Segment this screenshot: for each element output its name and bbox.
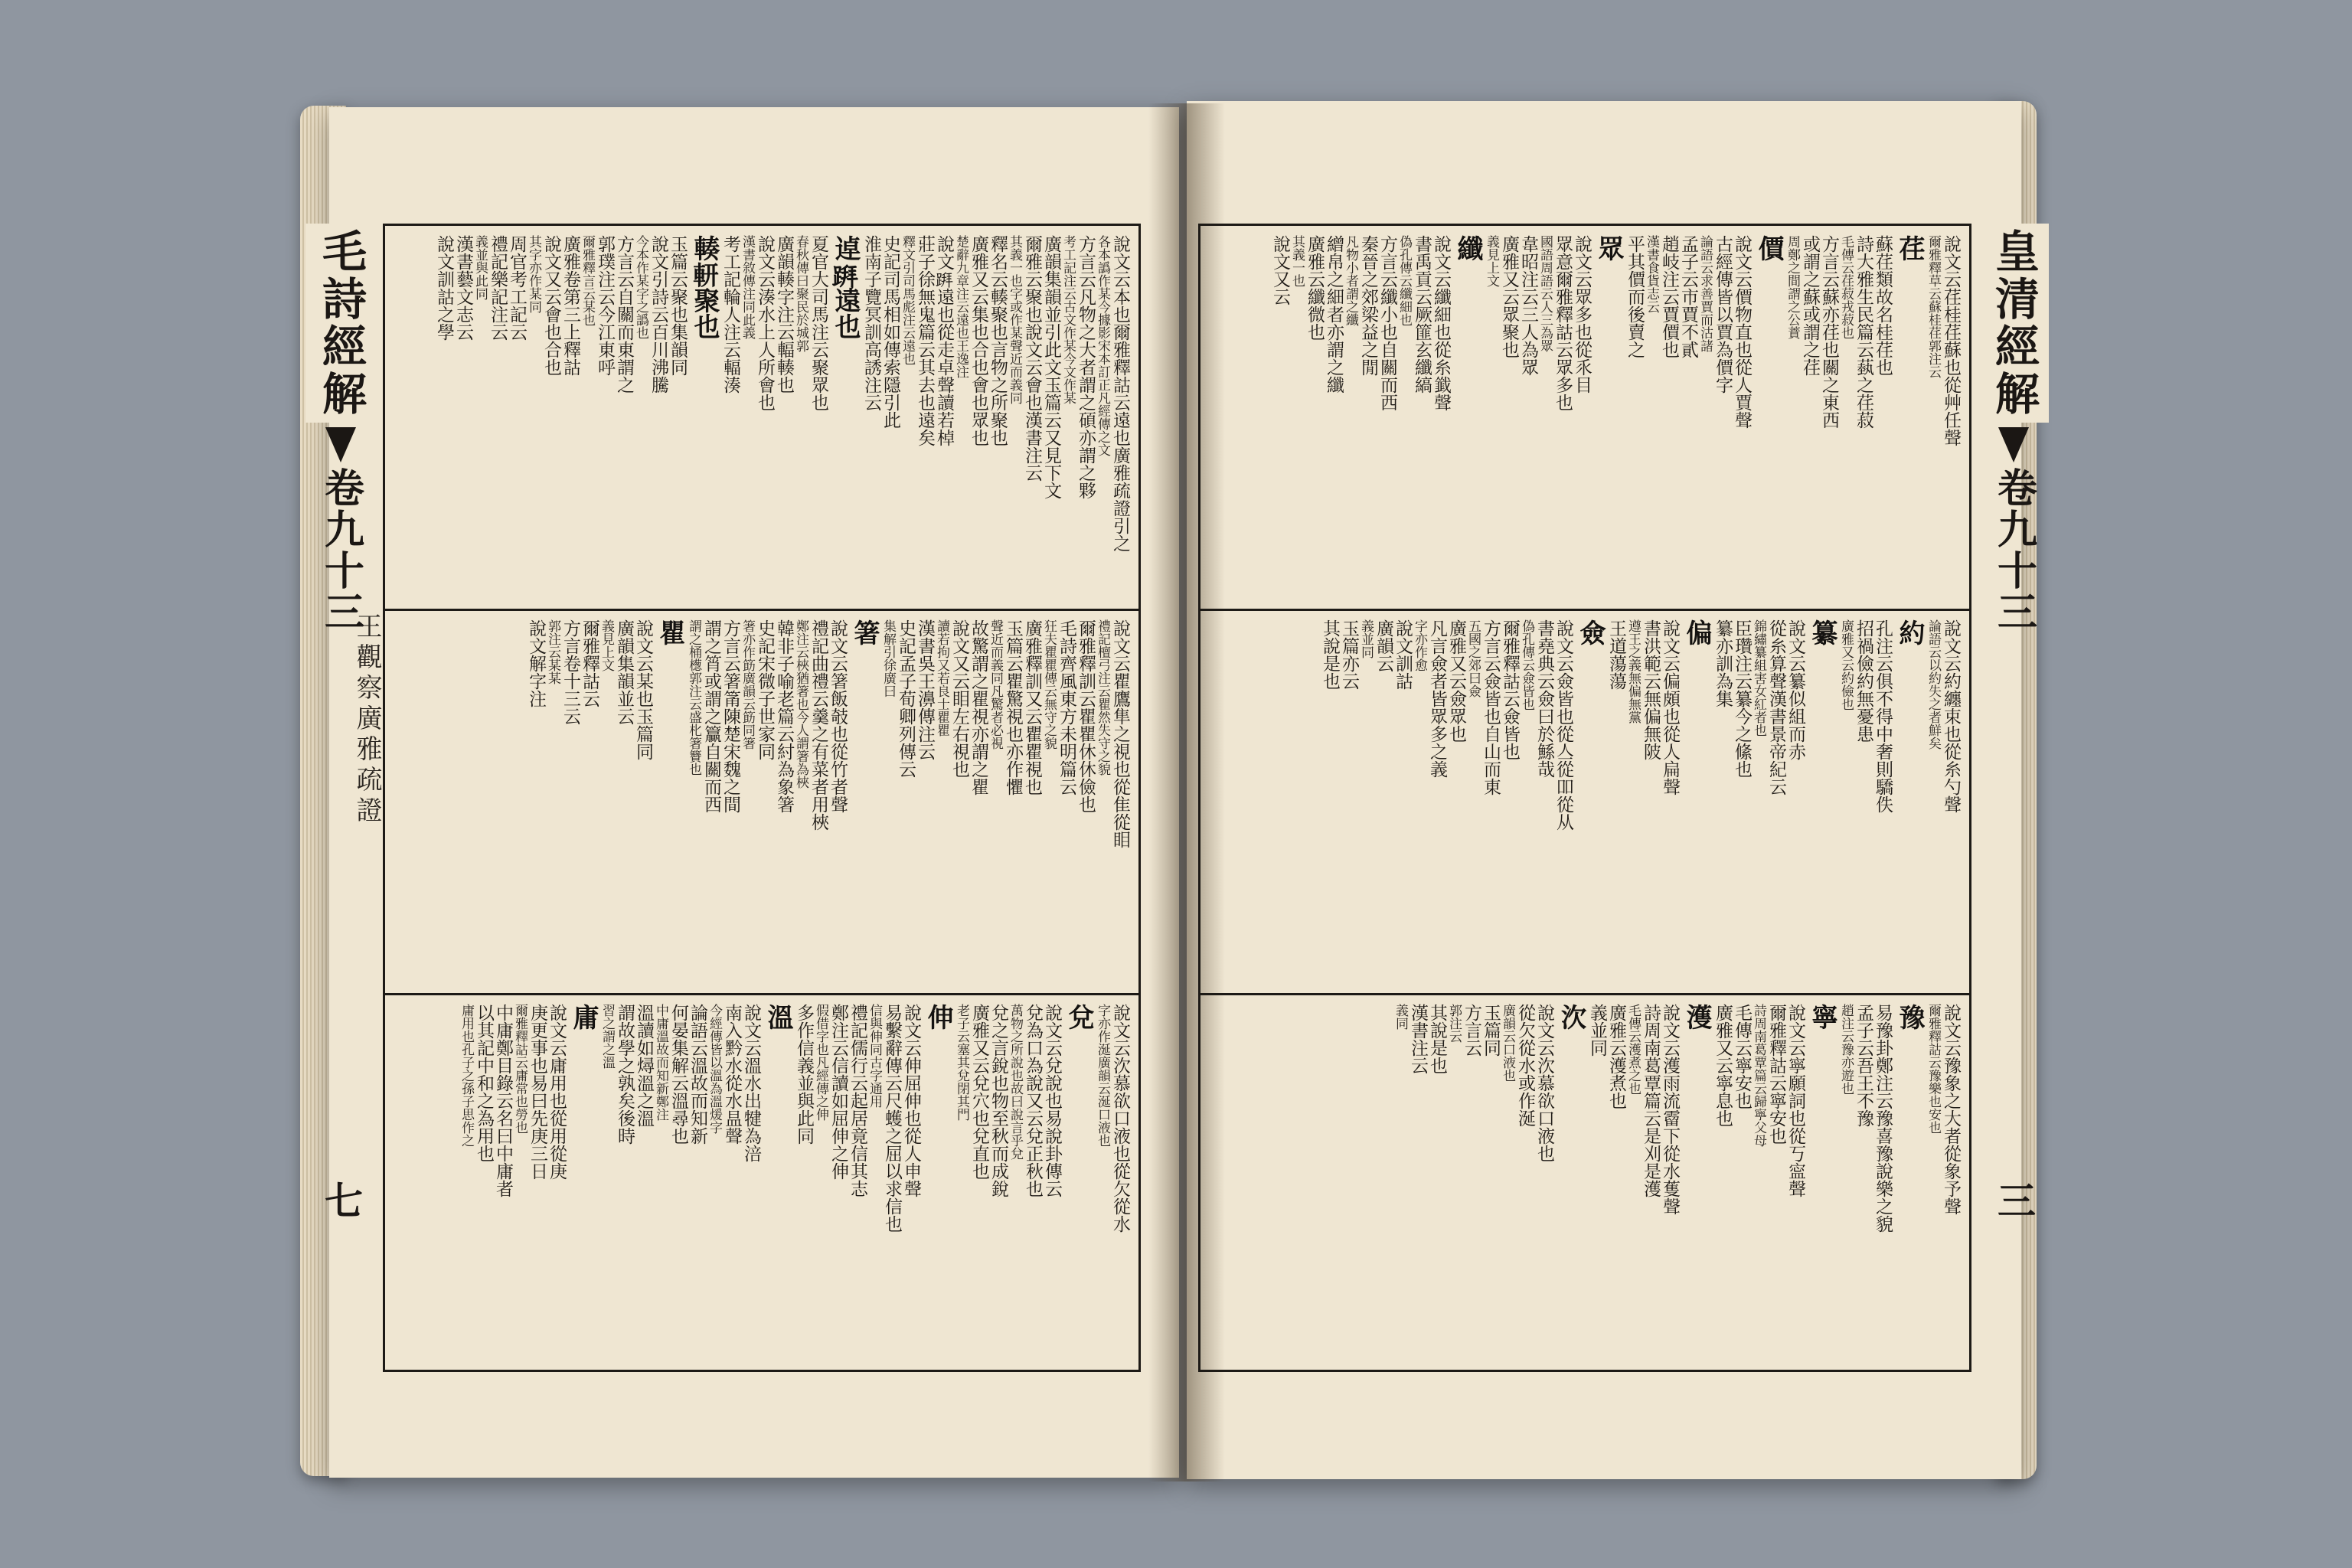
section-heading: 纂: [1807, 619, 1838, 645]
right-folio-number: 三: [1991, 1181, 2037, 1219]
text-column: 史記宋微子世家同: [755, 619, 775, 760]
text-column: 漢書注云: [1408, 1004, 1428, 1074]
tier-divider: [385, 993, 1138, 995]
text-column: 今經傳皆以溫為溫煖字: [707, 1004, 722, 1134]
text-column: 夏官大司馬注云聚眾也: [808, 235, 828, 411]
section-heading: 僉: [1575, 619, 1606, 645]
text-column: 廣雅又云約儉也: [1838, 619, 1854, 710]
text-column: 玉篇云瞿驚視也亦作懼: [1003, 619, 1023, 795]
text-column: 方言云僉皆也自山而東: [1481, 619, 1501, 795]
left-tier-3: [394, 1004, 1129, 1364]
text-column: 書堯典云僉曰於鯀哉: [1534, 619, 1554, 778]
text-column: 讀若拘又若良士瞿瞿: [934, 619, 949, 737]
left-tier-2: [394, 619, 1129, 985]
text-column: 說文云本也爾雅釋詁云遠也廣雅疏證引之: [1110, 235, 1130, 552]
right-banxin-volume: 卷九十三: [1990, 467, 2037, 632]
text-column: 爾雅釋言云某也: [580, 235, 595, 326]
text-column: 釋文引司馬彪注云遠也: [900, 235, 915, 365]
text-column: 說文訓詁: [1393, 619, 1413, 690]
text-column: 今本作某字之譌也: [633, 235, 648, 339]
text-column: 廣雅又云寧息也: [1713, 1004, 1733, 1127]
left-banxin-volume: 卷九十三: [317, 467, 364, 632]
right-tier-1: [1210, 235, 1960, 601]
section-heading: 眾: [1593, 235, 1624, 261]
section-heading: 逴𨃅遠也: [830, 235, 861, 339]
text-column: 孟子云市賈不貳: [1678, 235, 1698, 358]
text-column: 玉篇亦云: [1339, 619, 1359, 690]
text-column: 禮記樂記注云: [488, 235, 508, 341]
text-column: 易豫卦鄭注云豫喜豫說樂之貌: [1873, 1004, 1893, 1233]
section-heading: 伸: [923, 1004, 953, 1030]
text-column: 說文云約纏束也從糸勺聲: [1941, 619, 1961, 813]
tier-divider: [1200, 993, 1969, 995]
text-column: 故驚謂之瞿視亦謂之瞿: [969, 619, 988, 795]
text-column: 或謂之蘇或謂之荏: [1800, 235, 1820, 376]
text-column: 凡言僉者皆眾多之義: [1427, 619, 1447, 778]
text-column: 平其價而後賣之: [1625, 235, 1645, 358]
text-column: 老子云塞其兌閉其門: [954, 1004, 969, 1121]
section-heading: 瞿: [655, 619, 685, 645]
text-column: 說文云濩雨流霤下從水蒦聲: [1660, 1004, 1680, 1215]
text-column: 爾雅釋訓云瞿瞿休休儉也: [1076, 619, 1096, 813]
text-column: 謂之筲或謂之籯自關而西: [701, 619, 721, 813]
right-tier-3: [1210, 1004, 1960, 1364]
text-column: 義見上文: [599, 619, 614, 671]
text-column: 廣韻云: [1374, 619, 1393, 672]
text-column: 廣韻集韻並云: [614, 619, 634, 725]
text-column: 禮記檀弓注云瞿然失守之貌: [1095, 619, 1110, 776]
right-banxin-title: 皇清經解: [1978, 224, 2049, 423]
text-column: 廣雅又云集也合也會也眾也: [969, 235, 988, 446]
text-column: 其義一也字或作某聲近而義同: [1007, 235, 1022, 404]
text-column: 考工記注云古文作某今文作某: [1060, 235, 1076, 404]
text-column: 遵王之義無偏無黨: [1625, 619, 1641, 724]
text-column: 秦晉之郊梁益之閒: [1358, 235, 1378, 376]
text-column: 漢書藝文志云: [453, 235, 473, 341]
text-column: 蘇荏類故名桂荏也: [1873, 235, 1893, 376]
text-column: 萬物之所說也故曰說言乎兌: [1008, 1004, 1023, 1160]
text-column: 漢書吳王濞傳注云: [915, 619, 935, 760]
text-column: 廣雅卷第三上釋詁: [560, 235, 580, 376]
section-heading: 約: [1894, 619, 1925, 645]
text-column: 何晏集解云溫尋也: [668, 1004, 688, 1145]
section-heading: 㳄: [1556, 1004, 1586, 1030]
text-column: 謂之桶檧郭注云盛朼箸籫也: [686, 619, 701, 776]
text-column: 狂夫瞿瞿傳云無守之貌: [1041, 619, 1057, 750]
text-column: 方言云: [1462, 1004, 1481, 1057]
text-column: 詩周南葛覃篇云是刈是濩: [1641, 1004, 1661, 1197]
text-column: 說文又云䀠左右視也: [949, 619, 969, 778]
text-column: 假借字也凡經傳之伸: [813, 1004, 828, 1121]
text-column: 其說是也: [1320, 619, 1340, 690]
text-column: 從糸算聲漢書景帝紀云: [1766, 619, 1786, 795]
text-column: 論語云求善賈而沽諸: [1697, 235, 1713, 352]
text-column: 韓非子喻老篇云紂為象箸: [774, 619, 794, 813]
text-column: 義並與此同: [472, 235, 488, 300]
text-column: 廣雅云濩煮也: [1606, 1004, 1626, 1109]
text-column: 方言云箸筩陳楚宋魏之間: [720, 619, 740, 813]
text-column: 爾雅釋詁云庸常也勞也: [512, 1004, 528, 1134]
text-column: 錦繡纂組害女紅者也: [1751, 619, 1766, 737]
text-column: 廣雅又云眾聚也: [1499, 235, 1519, 358]
right-banxin: [1971, 224, 2056, 1372]
text-column: 義並同: [1358, 619, 1374, 658]
text-column: 說文云箸飯攲也從竹者聲: [828, 619, 848, 813]
text-column: 詩周南葛覃篇云歸寧父母: [1751, 1004, 1766, 1147]
text-column: 眾意爾雅釋詁云眾多也: [1553, 235, 1573, 411]
section-heading: 價: [1753, 235, 1784, 261]
text-column: 論語云溫故而知新: [688, 1004, 707, 1145]
text-column: 字亦作愈: [1412, 619, 1427, 671]
text-column: 漢書敘傳注同此義: [740, 235, 755, 339]
right-text-frame: [1198, 224, 1971, 1372]
text-column: 其義一也: [1289, 235, 1305, 287]
text-column: 說文解字注: [526, 619, 546, 707]
text-column: 說文云瞿鷹隼之視也從隹從䀠: [1110, 619, 1130, 848]
text-column: 廣韻云口液也: [1500, 1004, 1515, 1082]
text-column: 毛傳云濩煮之也: [1625, 1004, 1641, 1095]
right-tier-2: [1210, 619, 1960, 985]
text-column: 郭注云: [1446, 1004, 1462, 1043]
text-column: 義見上文: [1484, 235, 1499, 287]
text-column: 謂故學之孰矣後時: [615, 1004, 635, 1145]
text-column: 說文云湊水上人所會也: [755, 235, 775, 411]
text-column: 郭注云某某: [545, 619, 560, 684]
text-column: 方言卷十三云: [560, 619, 580, 725]
text-column: 招禍儉約無憂患: [1854, 619, 1873, 743]
section-heading: 偏: [1681, 619, 1712, 645]
text-column: 淮南子覽冥訓高誘注云: [861, 235, 881, 411]
left-banxin-title: 毛詩經解: [305, 224, 376, 423]
text-column: 周官考工記云: [507, 235, 527, 341]
text-column: 其字亦作某同: [526, 235, 541, 313]
text-column: 毛詩齊風東方未明篇云: [1057, 619, 1076, 795]
text-column: 中庸鄭目錄云名曰中庸者: [493, 1004, 513, 1197]
text-column: 說文云纖細也從糸韱聲: [1431, 235, 1451, 411]
text-column: 說文云溫水出犍為涪: [741, 1004, 761, 1162]
section-heading: 箸: [849, 619, 880, 645]
text-column: 纂亦訓為集: [1713, 619, 1733, 707]
text-column: 毛傳云寧安也: [1732, 1004, 1752, 1109]
text-column: 說文云價物直也從人賈聲: [1732, 235, 1752, 429]
text-column: 義並同: [1587, 1004, 1607, 1057]
text-column: 庸用也孔子之孫子思作之: [459, 1004, 474, 1147]
text-column: 爾雅云聚也說文云會也漢書注云: [1022, 235, 1042, 482]
text-column: 南入黔水從水昷聲: [722, 1004, 742, 1145]
text-column: 方言云凡物之大者謂之碩亦謂之夥: [1076, 235, 1096, 499]
section-heading: 荏: [1894, 235, 1925, 261]
left-folio-number: 七: [318, 1181, 364, 1219]
text-column: 其說是也: [1427, 1004, 1447, 1074]
text-column: 韋昭注云三人為眾: [1518, 235, 1538, 376]
text-column: 繒帛之細者亦謂之纖: [1324, 235, 1344, 394]
text-column: 爾雅釋詁云寧安也: [1766, 1004, 1786, 1145]
text-column: 說文云伸屈伸也從人申聲: [901, 1004, 921, 1197]
fish-tail-marker-icon: [325, 427, 356, 462]
fish-tail-marker-icon: [1998, 427, 2029, 462]
text-column: 鄭注云梜猶箸也今人謂箸為梜: [793, 619, 808, 789]
text-column: 說文云偏頗也從人扁聲: [1660, 619, 1680, 795]
text-column: 莊子徐無鬼篇云其去也遠矣: [915, 235, 935, 446]
text-column: 庚更事也易曰先庚三日: [528, 1004, 547, 1180]
text-column: 漢書食貨志云: [1644, 235, 1659, 313]
text-column: 史記司馬相如傳索隱引此: [880, 235, 900, 429]
section-heading: 纖: [1452, 235, 1483, 261]
text-column: 詩大雅生民篇云蓺之荏菽: [1854, 235, 1873, 429]
text-column: 書禹貢云厥篚玄纖縞: [1412, 235, 1432, 394]
text-column: 廣雅又云僉眾也: [1446, 619, 1466, 743]
text-column: 各本譌作某今據影宋本訂正凡經傳之文: [1095, 235, 1110, 456]
text-column: 爾雅釋詁云: [580, 619, 599, 707]
text-column: 方言云纖小也自關而西: [1377, 235, 1397, 411]
text-column: 偽孔傳云僉皆也: [1519, 619, 1534, 710]
left-text-frame: [383, 224, 1141, 1372]
text-column: 周鄭之間謂之公蕡: [1785, 235, 1800, 339]
text-column: 爾雅釋詁云僉皆也: [1500, 619, 1520, 760]
author-byline: 王觀察廣雅疏證: [351, 612, 382, 827]
text-column: 說文云兌說也易說卦傳云: [1042, 1004, 1062, 1197]
text-column: 五國之郊曰僉: [1465, 619, 1481, 697]
text-column: 爾雅釋草云蘇桂荏郭注云: [1926, 235, 1941, 378]
text-column: 說文又云: [1270, 235, 1290, 305]
text-column: 說文云豫象之大者從象予聲: [1941, 1004, 1961, 1215]
left-tier-1: [394, 235, 1129, 601]
text-column: 廣韻輳字注云輻輳也: [774, 235, 794, 394]
text-column: 玉篇同: [1481, 1004, 1501, 1057]
text-column: 以其記中和之為用也: [474, 1004, 494, 1162]
section-heading: 兌: [1063, 1004, 1094, 1030]
text-column: 說文𨃅遠也從走卓聲讀若棹: [934, 235, 954, 446]
text-column: 國語周語云人三為眾: [1537, 235, 1553, 352]
text-column: 箸亦作筯廣韻云筯同箸: [740, 619, 755, 750]
section-heading: 寧: [1807, 1004, 1838, 1030]
section-heading: 溫: [763, 1004, 793, 1030]
text-column: 說文云僉皆也從亼從吅從从: [1553, 619, 1573, 831]
text-column: 從欠從水或作涎: [1515, 1004, 1535, 1127]
text-column: 說文又云會也合也: [541, 235, 561, 376]
text-column: 聲近而義同凡驚者必視: [988, 619, 1003, 750]
text-column: 郭璞注云今江東呼: [595, 235, 615, 376]
section-heading: 庸: [568, 1004, 599, 1030]
text-column: 說文訓詁之學: [434, 235, 454, 341]
text-column: 凡物小者謂之纖: [1343, 235, 1358, 326]
text-column: 習之謂之溫: [599, 1004, 615, 1069]
text-column: 禮記曲禮云羹之有菜者用梜: [808, 619, 828, 831]
text-column: 爾雅釋詁云豫樂也安也: [1926, 1004, 1941, 1134]
text-column: 溫讀如燖溫之溫: [634, 1004, 654, 1127]
text-column: 趙注云豫亦遊也: [1838, 1004, 1854, 1095]
text-column: 鄭注云信讀如屈伸之伸: [828, 1004, 848, 1180]
text-column: 兌之言銳也物至秋而成銳: [988, 1004, 1008, 1197]
text-column: 說文云荏桂荏蘇也從艸任聲: [1941, 235, 1961, 446]
text-column: 說文云㳄慕欲口液也: [1534, 1004, 1554, 1162]
text-column: 信與伸同古字通用: [867, 1004, 882, 1108]
text-column: 史記孟子荀卿列傳云: [896, 619, 916, 778]
text-column: 古經傳皆以賈為價字: [1713, 235, 1733, 394]
text-column: 字亦作涎廣韻云涎口液也: [1095, 1004, 1110, 1147]
text-column: 說文云㳄慕欲口液也從欠從水: [1110, 1004, 1130, 1233]
text-column: 說文云寧願詞也從丂寍聲: [1785, 1004, 1805, 1197]
text-column: 孟子云吾王不豫: [1854, 1004, 1873, 1127]
text-column: 廣雅云纖微也: [1305, 235, 1325, 341]
text-column: 說文云庸用也從用從庚: [547, 1004, 567, 1180]
text-column: 義同: [1393, 1004, 1408, 1030]
text-column: 集解引徐廣曰: [880, 619, 896, 697]
text-column: 說文云纂似組而赤: [1785, 619, 1805, 760]
text-column: 楚辭九章注云遠也王逸注: [953, 235, 969, 378]
text-column: 方言云自關而東謂之: [614, 235, 634, 394]
text-column: 王道蕩蕩: [1606, 619, 1626, 690]
text-column: 臣瓚注云纂今之絛也: [1732, 619, 1752, 778]
text-column: 說文云某也玉篇同: [633, 619, 653, 760]
text-column: 趙岐注云賈價也: [1659, 235, 1679, 358]
tier-divider: [385, 609, 1138, 611]
text-column: 兌為口為說又云兌正秋也: [1023, 1004, 1043, 1197]
tier-divider: [1200, 609, 1969, 611]
text-column: 釋名云輳聚也言物之所聚也: [988, 235, 1008, 446]
text-column: 書洪範云無偏無陂: [1641, 619, 1661, 760]
text-column: 春秋傳曰聚民於城郭: [793, 235, 808, 352]
text-column: 廣韻集韻並引此文玉篇云又見下文: [1041, 235, 1061, 499]
section-heading: 輳𨊻聚也: [689, 235, 720, 339]
text-column: 方言云蘇亦荏也關之東西: [1819, 235, 1839, 429]
text-column: 廣雅又云兌穴也兌直也: [969, 1004, 989, 1180]
text-column: 中庸溫故而知新鄭注: [653, 1004, 668, 1121]
text-column: 廣雅釋訓又云瞿瞿視也: [1022, 619, 1042, 795]
text-column: 玉篇云聚也集韻同: [668, 235, 688, 376]
text-column: 禮記儒行云起居竟信其志: [848, 1004, 867, 1197]
section-heading: 濩: [1681, 1004, 1712, 1030]
text-column: 多作信義並與此同: [794, 1004, 814, 1145]
text-column: 易繫辭傳云尺蠖之屈以求信也: [882, 1004, 902, 1233]
text-column: 論語云以約失之者鮮矣: [1926, 619, 1941, 750]
section-heading: 豫: [1894, 1004, 1925, 1030]
text-column: 考工記輪人注云輻湊: [720, 235, 740, 394]
text-column: 說文引詩云百川沸騰: [648, 235, 668, 394]
text-column: 毛傳云荏菽戎菽也: [1838, 235, 1854, 339]
text-column: 偽孔傳云纖細也: [1396, 235, 1412, 326]
text-column: 孔注云俱不得中奢則驕佚: [1873, 619, 1893, 813]
text-column: 說文云眾多也從乑目: [1572, 235, 1592, 394]
